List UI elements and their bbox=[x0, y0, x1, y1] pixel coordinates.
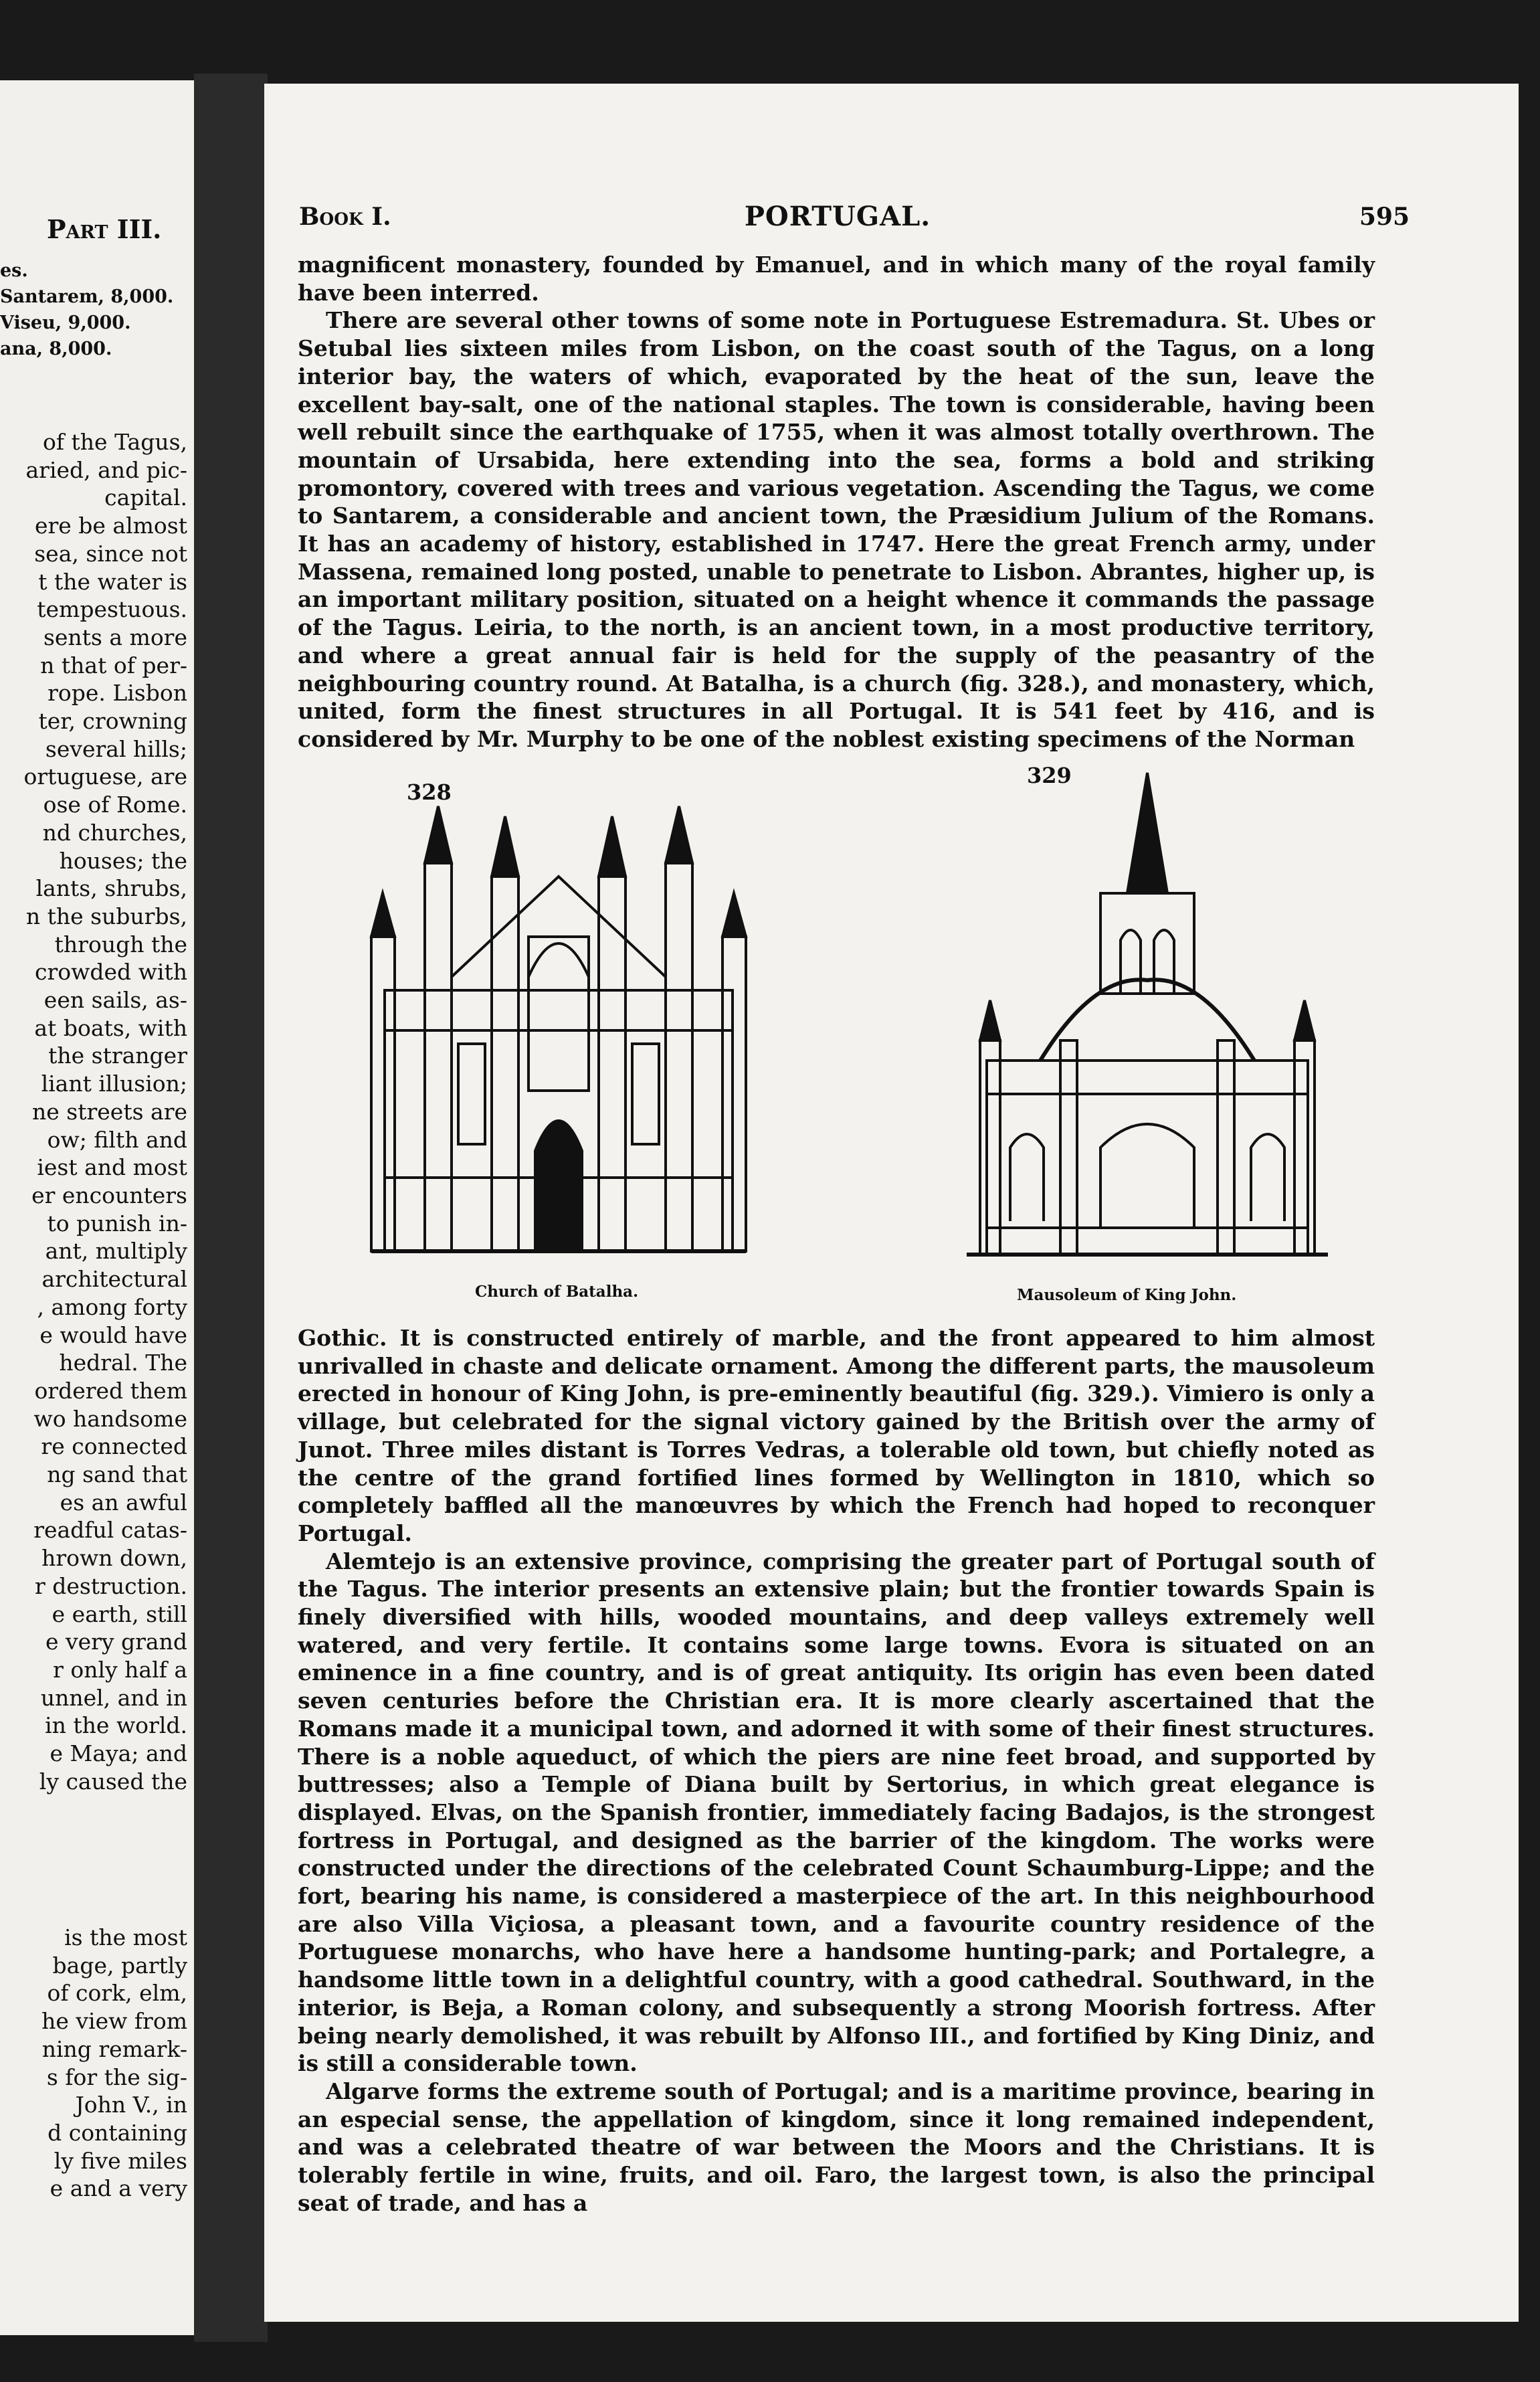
text-line: he view from bbox=[41, 2008, 187, 2035]
text-line: hrown down, bbox=[41, 1545, 187, 1572]
text-line: lants, shrubs, bbox=[35, 875, 187, 902]
paragraph: Gothic. It is constructed entirely of marble, and the front appeared to him almost unrivalled in chaste and delicate ornament. Among the different parts, the mausoleum erected in honour of King John, is pre-eminently beautiful (fig. 329.). Vimiero is only a village, but celebrated for the signal victory gained by the British over the army of Junot. Three miles distant is Torres Vedras, a tolerable old town, but chiefly noted as the centre of the grand fortified lines formed by Wellington in 1810, which so completely baffled all the manœuvres by which the French had hoped to reconquer Portugal. bbox=[298, 1325, 1375, 1546]
book-label: Book I. bbox=[299, 203, 391, 231]
text-line: ter, crowning bbox=[38, 708, 187, 735]
text-line: re connected bbox=[41, 1433, 187, 1460]
paragraph: magnificent monastery, founded by Emanuel, and in which many of the royal family have been interred. bbox=[298, 252, 1375, 306]
text-line: ant, multiply bbox=[45, 1238, 187, 1265]
page-title: PORTUGAL. bbox=[744, 201, 931, 232]
text-line: John V., in bbox=[75, 2092, 187, 2118]
text-line: architectural bbox=[41, 1266, 187, 1293]
facing-page-text-bottom bbox=[41, 1924, 187, 2203]
text-line: the stranger bbox=[48, 1042, 187, 1069]
text-line: ose of Rome. bbox=[43, 792, 187, 818]
figure-caption: Church of Batalha. bbox=[475, 1283, 639, 1301]
facing-page-header: Part III. bbox=[47, 214, 162, 244]
text-line: es an awful bbox=[60, 1489, 187, 1516]
text-line: in the world. bbox=[45, 1712, 187, 1739]
text-line: e would have bbox=[39, 1321, 187, 1348]
text-line: readful catas- bbox=[33, 1517, 187, 1544]
text-line: ly five miles bbox=[54, 2147, 187, 2174]
text-line: sea, since not bbox=[34, 540, 187, 567]
text-line: of the Tagus, bbox=[42, 429, 187, 455]
text-line: s for the sig- bbox=[46, 2064, 187, 2090]
mausoleum-of-king-john-illustration bbox=[960, 759, 1335, 1261]
text-line: liant illusion; bbox=[41, 1071, 187, 1097]
text-line: e very grand bbox=[45, 1629, 187, 1655]
text-line: iest and most bbox=[37, 1154, 187, 1181]
running-head bbox=[299, 201, 1410, 236]
text-line: r destruction. bbox=[34, 1572, 187, 1599]
note-line: Santarem, 8,000. bbox=[0, 286, 174, 307]
text-line: ng sand that bbox=[47, 1461, 187, 1488]
text-line: ow; filth and bbox=[47, 1126, 187, 1153]
text-line: nd churches, bbox=[42, 819, 187, 846]
figure-number: 328 bbox=[407, 780, 452, 805]
facing-page-text-top bbox=[24, 428, 188, 1795]
note-line: es. bbox=[0, 260, 28, 281]
church-of-batalha-illustration bbox=[358, 776, 759, 1258]
figure-number: 329 bbox=[1027, 763, 1072, 788]
text-line: capital. bbox=[104, 484, 187, 511]
text-line: is the most bbox=[64, 1924, 187, 1950]
text-line: through the bbox=[54, 931, 187, 957]
text-line: , among forty bbox=[37, 1293, 187, 1320]
text-line: d containing bbox=[47, 2119, 187, 2146]
paragraph: Algarve forms the extreme south of Portugal; and is a maritime province, bearing in an especial sense, the appellation of kingdom, since it long remained independent, and was a celebrated theatre of war between the Moors and the Christians. It is tolerably fertile in wine, fruits, and oil. Faro, the largest town, is also the principal seat of trade, and has a bbox=[298, 2078, 1375, 2216]
text-line: several hills; bbox=[45, 735, 187, 762]
note-line: Viseu, 9,000. bbox=[0, 312, 131, 333]
text-line: unnel, and in bbox=[40, 1684, 187, 1711]
text-line: r only half a bbox=[53, 1656, 187, 1683]
text-line: aried, and pic- bbox=[25, 456, 187, 483]
text-line: t the water is bbox=[38, 568, 187, 595]
text-line: ning remark- bbox=[41, 2035, 187, 2062]
text-line: n that of per- bbox=[40, 652, 187, 678]
text-line: wo handsome bbox=[33, 1405, 187, 1432]
note-line: ana, 8,000. bbox=[0, 339, 112, 359]
text-line: tempestuous. bbox=[37, 596, 187, 623]
text-line: hedral. The bbox=[59, 1350, 187, 1376]
facing-page bbox=[0, 80, 194, 2335]
paragraph: There are several other towns of some note in Portuguese Estremadura. St. Ubes or Setubal lies sixteen miles from Lisbon, on the coast south of the Tagus, on a long interior bay, the waters of which, evaporated by the heat of the sun, leave the excellent bay-salt, one of the national staples. The town is considerable, having been well rebuilt since the earthquake of 1755, when it was almost totally overthrown. The mountain of Ursabida, here extending into the sea, forms a bold and striking promontory, covered with trees and various vegetation. Ascending the Tagus, we come to Santarem, a considerable and ancient town, the Præsidium Julium of the Romans. It has an academy of history, established in 1747. Here the great French army, under Massena, remained long posted, unable to penetrate to Lisbon. Abrantes, higher up, is an important military position, situated on a height whence it commands the passage of the Tagus. Leiria, to the north, is an ancient town, in a most productive territory, and where a great annual fair is held for the supply of the peasantry of the neighbouring country round. At Batalha, is a church (fig. 328.), and monastery, which, united, form the finest structures in all Portugal. It is 541 feet by 416, and is considered by Mr. Murphy to be one of the noblest existing specimens of the Norman bbox=[298, 307, 1375, 752]
paragraph: Alemtejo is an extensive province, comprising the greater part of Portugal south of the Tagus. The interior presents an extensive plain; but the frontier towards Spain is finely diversified with hills, wooded mountains, and deep valleys extremely well watered, and very fertile. It contains some large towns. Evora is situated on an eminence in a fine country, and is of great antiquity. Its origin has even been dated seven centuries before the Christian era. It is more clearly ascertained that the Romans made it a municipal town, and adorned it with some of their finest structures. There is a noble aqueduct, of which the piers are nine feet broad, and supported by buttresses; also a Temple of Diana built by Sertorius, in which great elegance is displayed. Elvas, on the Spanish frontier, immediately facing Badajos, is the strongest fortress in Portugal, and designed as the barrier of the kingdom. The works were constructed under the directions of the celebrated Count Schaumburg-Lippe; and the fort, bearing his name, is considered a masterpiece of the art. In this neighbourhood are also Villa Viçiosa, a pleasant town, and a favourite country residence of the Portuguese monarchs, who have here a handsome hunting-park; and Portalegre, a handsome little town in a delightful country, with a good cathedral. Southward, in the interior, is Beja, a Roman colony, and subsequently a strong Moorish fortress. After being nearly demolished, it was rebuilt by Alfonso III., and fortified by King Diniz, and is still a considerable town. bbox=[298, 1548, 1375, 2077]
text-block-bottom bbox=[298, 1324, 1375, 2217]
text-block-top bbox=[298, 251, 1375, 753]
text-line: to punish in- bbox=[47, 1210, 187, 1236]
text-line: crowded with bbox=[35, 959, 187, 986]
text-line: e Maya; and bbox=[50, 1740, 187, 1767]
text-line: een sails, as- bbox=[43, 987, 187, 1014]
text-line: ne streets are bbox=[32, 1098, 187, 1125]
text-line: rope. Lisbon bbox=[47, 680, 187, 707]
facing-page-notes bbox=[0, 258, 173, 362]
text-line: n the suburbs, bbox=[25, 903, 187, 929]
text-line: bage, partly bbox=[52, 1952, 187, 1979]
text-line: ere be almost bbox=[34, 513, 187, 539]
page-number: 595 bbox=[1359, 203, 1410, 231]
text-line: ortuguese, are bbox=[23, 763, 187, 790]
book-gutter bbox=[194, 74, 268, 2342]
text-line: of cork, elm, bbox=[47, 1980, 187, 2007]
text-line: e earth, still bbox=[52, 1600, 187, 1627]
text-line: e and a very bbox=[50, 2175, 187, 2202]
text-line: houses; the bbox=[59, 847, 187, 874]
text-line: er encounters bbox=[31, 1182, 187, 1208]
text-line: at boats, with bbox=[34, 1014, 187, 1041]
text-line: sents a more bbox=[43, 624, 187, 650]
figure-caption: Mausoleum of King John. bbox=[1017, 1286, 1237, 1304]
book-page bbox=[264, 84, 1519, 2322]
text-line: ly caused the bbox=[39, 1768, 187, 1795]
text-line: ordered them bbox=[34, 1377, 187, 1404]
